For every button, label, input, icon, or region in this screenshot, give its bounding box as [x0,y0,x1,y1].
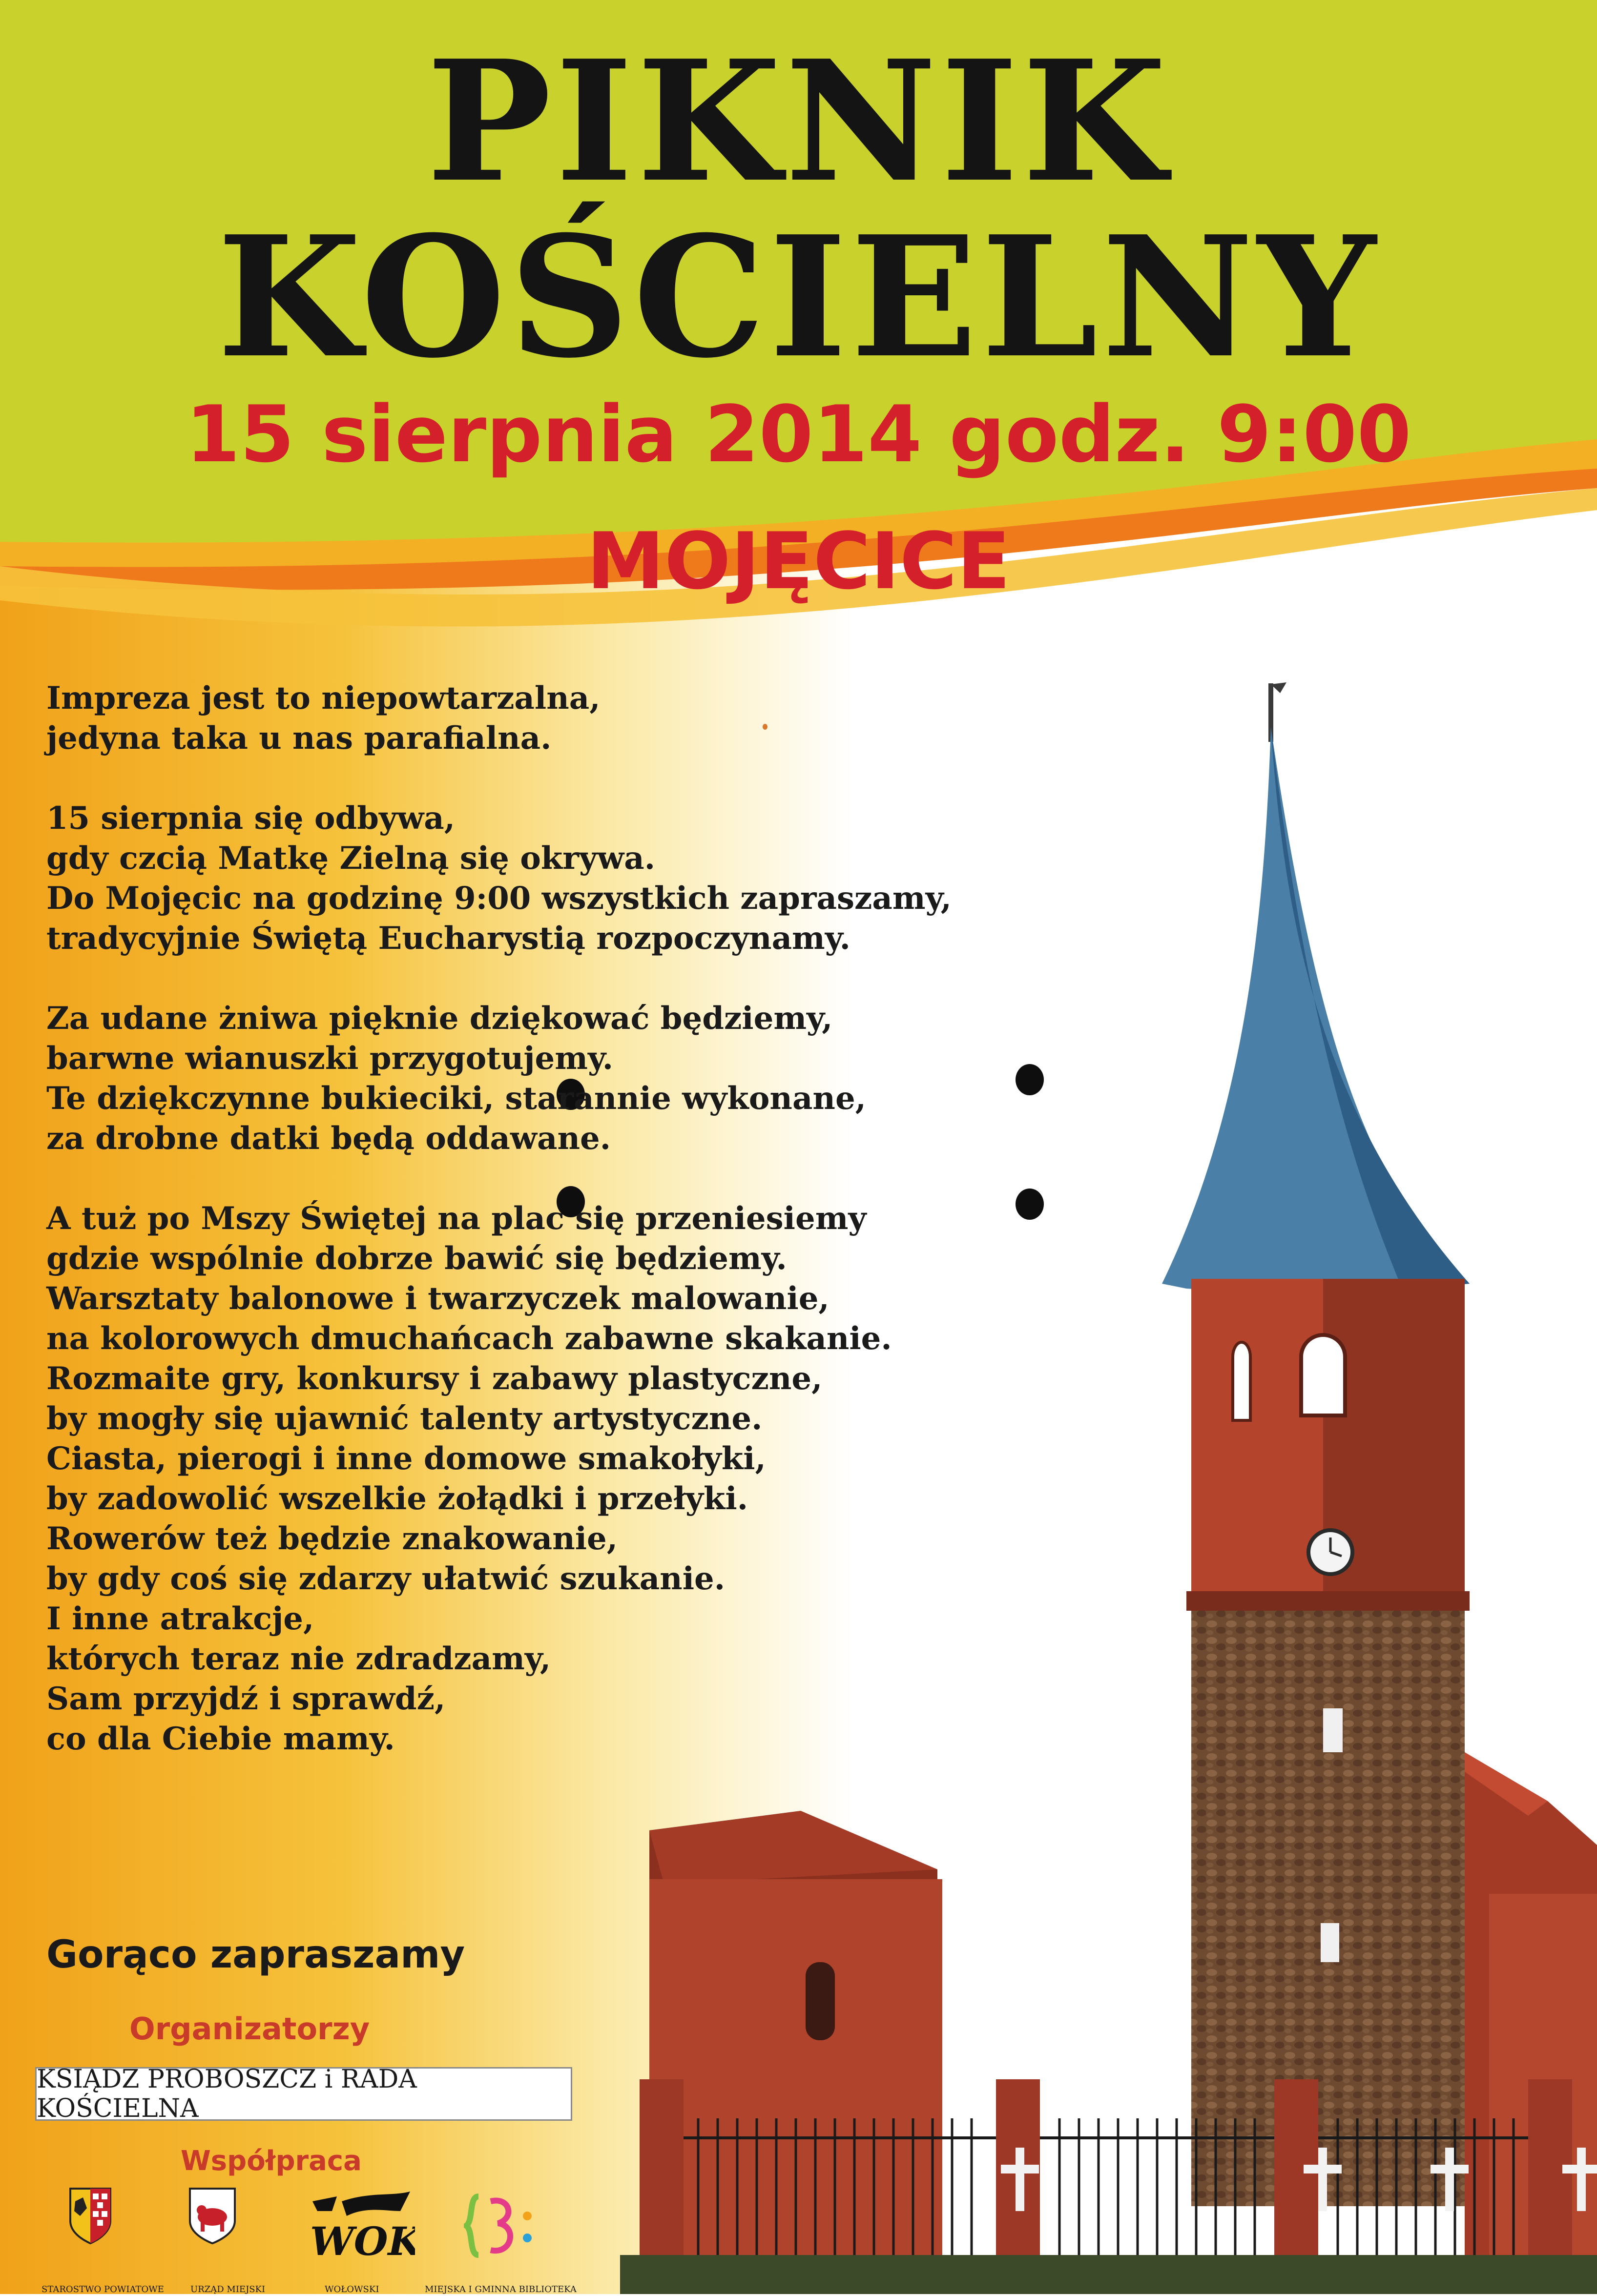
poem-line: by mogły się ujawnić talenty artystyczne. [46,1400,763,1437]
poem-line: co dla Ciebie mamy. [46,1721,395,1757]
logo-caption-town: URZĄD MIEJSKI [190,2284,266,2295]
poem-line: Warsztaty balonowe i twarzyczek malowanie, [46,1280,830,1317]
poem-line: barwne wianuszki przygotujemy. [46,1040,614,1077]
poem-line: Ciasta, pierogi i inne domowe smakołyki, [46,1440,766,1477]
poem-line: gdy czcią Matkę Zielną się okrywa. [46,840,655,877]
stanza-4 [46,1199,1096,1759]
poem-line: Impreza jest to niepowtarzalna, [46,680,601,717]
poem-line: Do Mojęcic na godzinę 9:00 wszystkich zapraszamy, [46,880,952,917]
poem-line: tradycyjnie Świętą Eucharystią rozpoczynamy. [46,920,850,957]
town-crest-icon [188,2187,237,2245]
poem-line: A tuż po Mszy Świętej na plac się przeniesiemy [46,1200,867,1237]
poem [46,678,1096,1799]
poem-line: Rozmaite gry, konkursy i zabawy plastyczne, [46,1360,823,1397]
poem-line: Sam przyjdź i sprawdź, [46,1681,446,1717]
county-crest-icon [68,2187,112,2245]
poem-line: gdzie wspólnie dobrze bawić się będziemy. [46,1240,787,1277]
cooperation-heading: Współpraca [181,2145,362,2177]
organizers-heading: Organizatorzy [129,2011,370,2047]
poem-line: za drobne datki będą oddawane. [46,1120,611,1157]
event-date: 15 sierpnia 2014 godz. 9:00 [186,389,1411,480]
library-logo-icon [464,2192,537,2260]
organizers-name: KSIĄDZ PROBOSZCZ i RADA KOŚCIELNA [37,2065,417,2123]
poem-line: by gdy coś się zdarzy ułatwić szukanie. [46,1560,725,1597]
poem-line: Za udane żniwa pięknie dziękować będziemy, [46,1000,833,1037]
logo-caption-library: MIEJSKA I GMINNA BIBLIOTEKA [425,2284,577,2295]
title-line-1: PIKNIK [426,24,1171,219]
event-place: MOJĘCICE [586,515,1011,607]
closing-invitation: Gorąco zapraszamy [46,1933,465,1977]
poem-line: Rowerów też będzie znakowanie, [46,1520,618,1557]
sponsor-logos [0,2182,635,2294]
stanza-2 [46,799,1096,959]
poem-line: na kolorowych dmuchańcach zabawne skakanie. [46,1320,892,1357]
poem-line: jedyna taka u nas parafialna. [46,720,552,757]
poem-line: których teraz nie zdradzamy, [46,1640,551,1677]
logo-caption-county: STAROSTWO POWIATOWE [41,2284,164,2295]
poem-line: 15 sierpnia się odbywa, [46,800,456,837]
logo-caption-wok: WOŁOWSKI [325,2284,379,2295]
stanza-3 [46,999,1096,1159]
wok-mark: WOK [310,2218,415,2264]
poem-line: by zadowolić wszelkie żołądki i przełyki. [46,1480,748,1517]
poem-line: I inne atrakcje, [46,1600,314,1637]
poem-line: Te dziękczynne bukieciki, starannie wykonane, [46,1080,866,1117]
wok-logo-icon [303,2192,415,2265]
stanza-1 [46,678,1096,758]
title-line-2: KOŚCIELNY [217,200,1380,395]
organizers-box [35,2067,572,2121]
